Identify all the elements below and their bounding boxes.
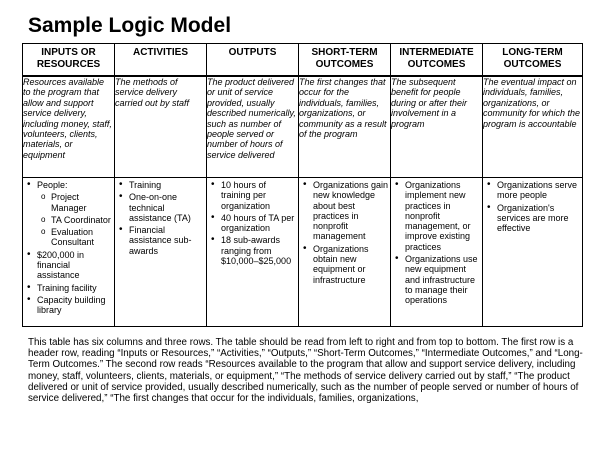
list-item: • Organizations serve more people: [497, 180, 582, 201]
list-item: • 10 hours of training per organization: [221, 180, 298, 211]
header-inputs: INPUTS OR RESOURCES: [23, 44, 115, 77]
list-item: • Organizations gain new knowledge about best practices in nonprofit management: [313, 180, 390, 242]
activities-list: [115, 180, 206, 256]
desc-outputs: The product delivered or unit of service provided, usually described numerically, such as number of people served or number of hours of service delivered: [207, 76, 299, 178]
desc-activities: The methods of service delivery carried out by staff: [115, 76, 207, 178]
cell-outputs: [207, 178, 299, 327]
list-item: o TA Coordinator: [51, 215, 114, 225]
cell-long-term: [483, 178, 583, 327]
list-item: • 18 sub-awards ranging from $10,000–$25,000: [221, 235, 298, 266]
inputs-list: [23, 180, 114, 316]
people-label: People:: [37, 180, 68, 190]
short-term-list: [299, 180, 390, 285]
list-item: [37, 180, 114, 248]
list-item: • 40 hours of TA per organization: [221, 213, 298, 234]
cell-short-term: [299, 178, 391, 327]
list-item: • One-on-one technical assistance (TA): [129, 192, 206, 223]
list-item: • Organizations implement new practices in nonprofit management, or improve existing practices: [405, 180, 482, 252]
list-item: • $200,000 in financial assistance: [37, 250, 114, 281]
list-item: • Capacity building library: [37, 295, 114, 316]
description-row: [23, 76, 583, 178]
list-item: o Project Manager: [51, 192, 114, 213]
cell-intermediate: [391, 178, 483, 327]
list-item: o Evaluation Consultant: [51, 227, 114, 248]
list-item: • Organizations use new equipment and infrastructure to manage their operations: [405, 254, 482, 305]
list-item: • Financial assistance sub-awards: [129, 225, 206, 256]
header-intermediate: INTERMEDIATE OUTCOMES: [391, 44, 483, 77]
list-item: • Training facility: [37, 283, 114, 293]
table-description: This table has six columns and three rows. The table should be read from left to right and from top to bottom. The first row is a header row, reading “Inputs or Resources,” “Activities,” “Outputs,” “Short-Term Outcomes,” “Intermediate Outcomes,” and “Long-Term Outcomes.” The second row reads “Resources available to the program that allow and support service delivery, including money, staff, volunteers, clients, materials, or equipment,” “The methods of service delivery carried out by staff,” “The product delivered or unit of service provided, usually described numerically, such as the number of people served or number of hours of service delivered,” “The first changes that occur for the individuals, families, organizations,: [28, 337, 583, 405]
long-term-list: [483, 180, 582, 233]
desc-intermediate: The subsequent benefit for people during or after their involvement in a program: [391, 76, 483, 178]
desc-short-term: The first changes that occur for the individuals, families, organizations, or community as a result of the program: [299, 76, 391, 178]
cell-activities: [115, 178, 207, 327]
desc-long-term: The eventual impact on individuals, families, organizations, or community for which the program is accountable: [483, 76, 583, 178]
intermediate-list: [391, 180, 482, 306]
header-row: [23, 44, 583, 77]
header-short-term: SHORT-TERM OUTCOMES: [299, 44, 391, 77]
people-sublist: [37, 192, 114, 247]
outputs-list: [207, 180, 298, 266]
list-item: • Organizations obtain new equipment or infrastructure: [313, 244, 390, 285]
content-row: [23, 178, 583, 327]
page-title: Sample Logic Model: [28, 14, 232, 37]
list-item: • Organization's services are more effective: [497, 203, 582, 234]
logic-model-table: [22, 43, 583, 327]
header-outputs: OUTPUTS: [207, 44, 299, 77]
header-activities: ACTIVITIES: [115, 44, 207, 77]
header-long-term: LONG-TERM OUTCOMES: [483, 44, 583, 77]
desc-inputs: Resources available to the program that allow and support service delivery, including money, staff, volunteers, clients, materials, or equipment: [23, 76, 115, 178]
cell-inputs: [23, 178, 115, 327]
list-item: • Training: [129, 180, 206, 190]
